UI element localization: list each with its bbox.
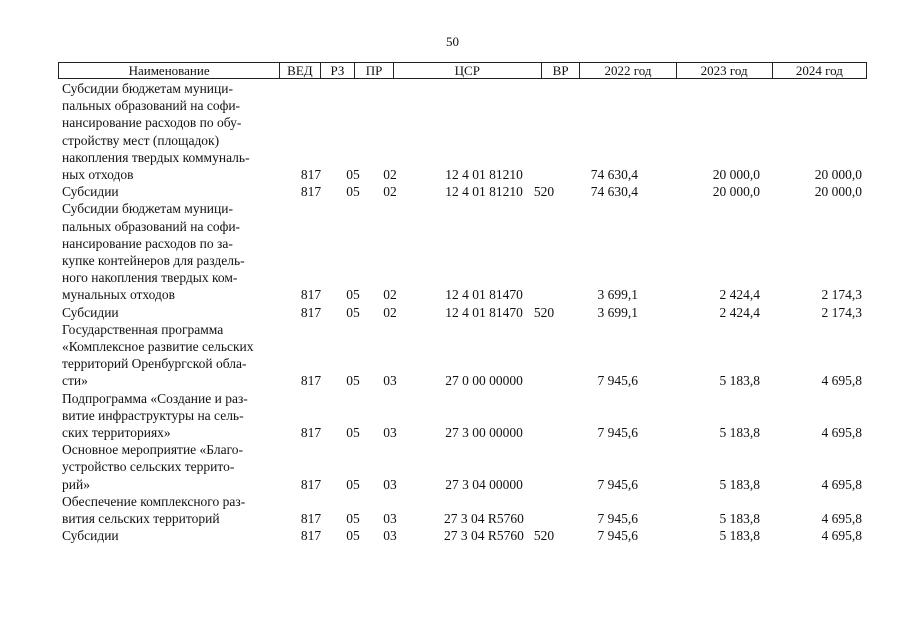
header-rz: РЗ [321,63,356,78]
header-vr: ВР [542,63,581,78]
row-pr: 02 [383,184,397,200]
row-rz: 05 [346,287,360,303]
row-vr: 520 [533,528,555,544]
row-2024: 4 695,8 [821,373,862,389]
row-ved: 817 [300,528,322,544]
row-name: Субсидии [62,528,119,544]
row-pr: 03 [383,528,397,544]
row-rz: 05 [346,425,360,441]
row-2023: 2 424,4 [719,304,760,320]
row-csr: 27 3 04 R5760 [444,528,524,544]
row-ved: 817 [300,511,322,527]
row-csr: 12 4 01 81210 [445,184,523,200]
row-2024: 4 695,8 [821,476,862,492]
row-vr: 520 [533,184,555,200]
row-rz: 05 [346,476,360,492]
row-2023: 5 183,8 [719,528,760,544]
table-row [62,390,872,442]
row-csr: 12 4 01 81210 [445,167,523,183]
row-2022: 7 945,6 [597,528,638,544]
table-row [62,80,872,183]
row-name: Субсидии бюджетам муници- пальных образований на софи- нансирование расходов по обу- стройству мест (площадок) накопления твердых коммуналь- ных отходов [62,81,250,183]
row-csr: 27 0 00 00000 [445,373,523,389]
row-name: Субсидии бюджетам муници- пальных образований на софи- нансирование расходов по за- купке контейнеров для раздель- ного накопления твердых ком- мунальных отходов [62,201,245,303]
row-name: Государственная программа «Комплексное развитие сельских территорий Оренбургской обла- сти» [62,321,254,389]
table-row [62,183,872,200]
header-ved: ВЕД [280,63,320,78]
row-pr: 03 [383,373,397,389]
row-rz: 05 [346,373,360,389]
row-name: Субсидии [62,304,119,320]
header-pr: ПР [355,63,394,78]
row-2023: 20 000,0 [712,167,760,183]
row-rz: 05 [346,304,360,320]
row-2024: 20 000,0 [814,167,862,183]
row-2022: 7 945,6 [597,511,638,527]
page-number: 50 [446,34,459,49]
row-pr: 02 [383,167,397,183]
row-2023: 2 424,4 [719,287,760,303]
table-row [62,527,872,544]
row-rz: 05 [346,167,360,183]
row-ved: 817 [300,425,322,441]
row-2022: 3 699,1 [597,304,638,320]
row-csr: 27 3 04 R5760 [444,511,524,527]
table-row [62,441,872,493]
row-2022: 74 630,4 [590,184,638,200]
row-2024: 4 695,8 [821,511,862,527]
row-pr: 03 [383,511,397,527]
row-2022: 7 945,6 [597,476,638,492]
row-2022: 3 699,1 [597,287,638,303]
row-csr: 27 3 00 00000 [445,425,523,441]
table-row [62,493,872,527]
table-row [62,321,872,390]
row-rz: 05 [346,184,360,200]
row-2023: 5 183,8 [719,373,760,389]
row-ved: 817 [300,287,322,303]
row-2024: 20 000,0 [814,184,862,200]
row-2024: 2 174,3 [821,304,862,320]
row-ved: 817 [300,476,322,492]
row-vr: 520 [533,304,555,320]
row-csr: 27 3 04 00000 [445,476,523,492]
row-rz: 05 [346,511,360,527]
header-2023: 2023 год [677,63,773,78]
table-row [62,304,872,321]
table-body [62,80,872,544]
row-rz: 05 [346,528,360,544]
row-csr: 12 4 01 81470 [445,304,523,320]
header-2022: 2022 год [580,63,676,78]
row-ved: 817 [300,184,322,200]
row-pr: 03 [383,425,397,441]
row-name: Основное мероприятие «Благо- устройство сельских террито- рий» [62,442,244,492]
row-2022: 74 630,4 [590,167,638,183]
table-header [58,62,867,79]
table-row [62,200,872,303]
row-2024: 4 695,8 [821,425,862,441]
row-name: Субсидии [62,184,119,200]
row-2023: 5 183,8 [719,511,760,527]
row-ved: 817 [300,304,322,320]
row-pr: 03 [383,476,397,492]
row-2023: 20 000,0 [712,184,760,200]
row-name: Обеспечение комплексного раз- вития сельских территорий [62,493,246,527]
row-2024: 4 695,8 [821,528,862,544]
row-2022: 7 945,6 [597,373,638,389]
header-csr: ЦСР [394,63,542,78]
row-csr: 12 4 01 81470 [445,287,523,303]
row-name: Подпрограмма «Создание и раз- витие инфраструктуры на сель- ских территориях» [62,390,248,441]
row-pr: 02 [383,287,397,303]
row-ved: 817 [300,167,322,183]
header-2024: 2024 год [795,63,843,78]
row-2022: 7 945,6 [597,425,638,441]
row-pr: 02 [383,304,397,320]
row-2023: 5 183,8 [719,476,760,492]
row-2024: 2 174,3 [821,287,862,303]
header-name: Наименование [59,63,280,78]
row-2023: 5 183,8 [719,425,760,441]
row-ved: 817 [300,373,322,389]
